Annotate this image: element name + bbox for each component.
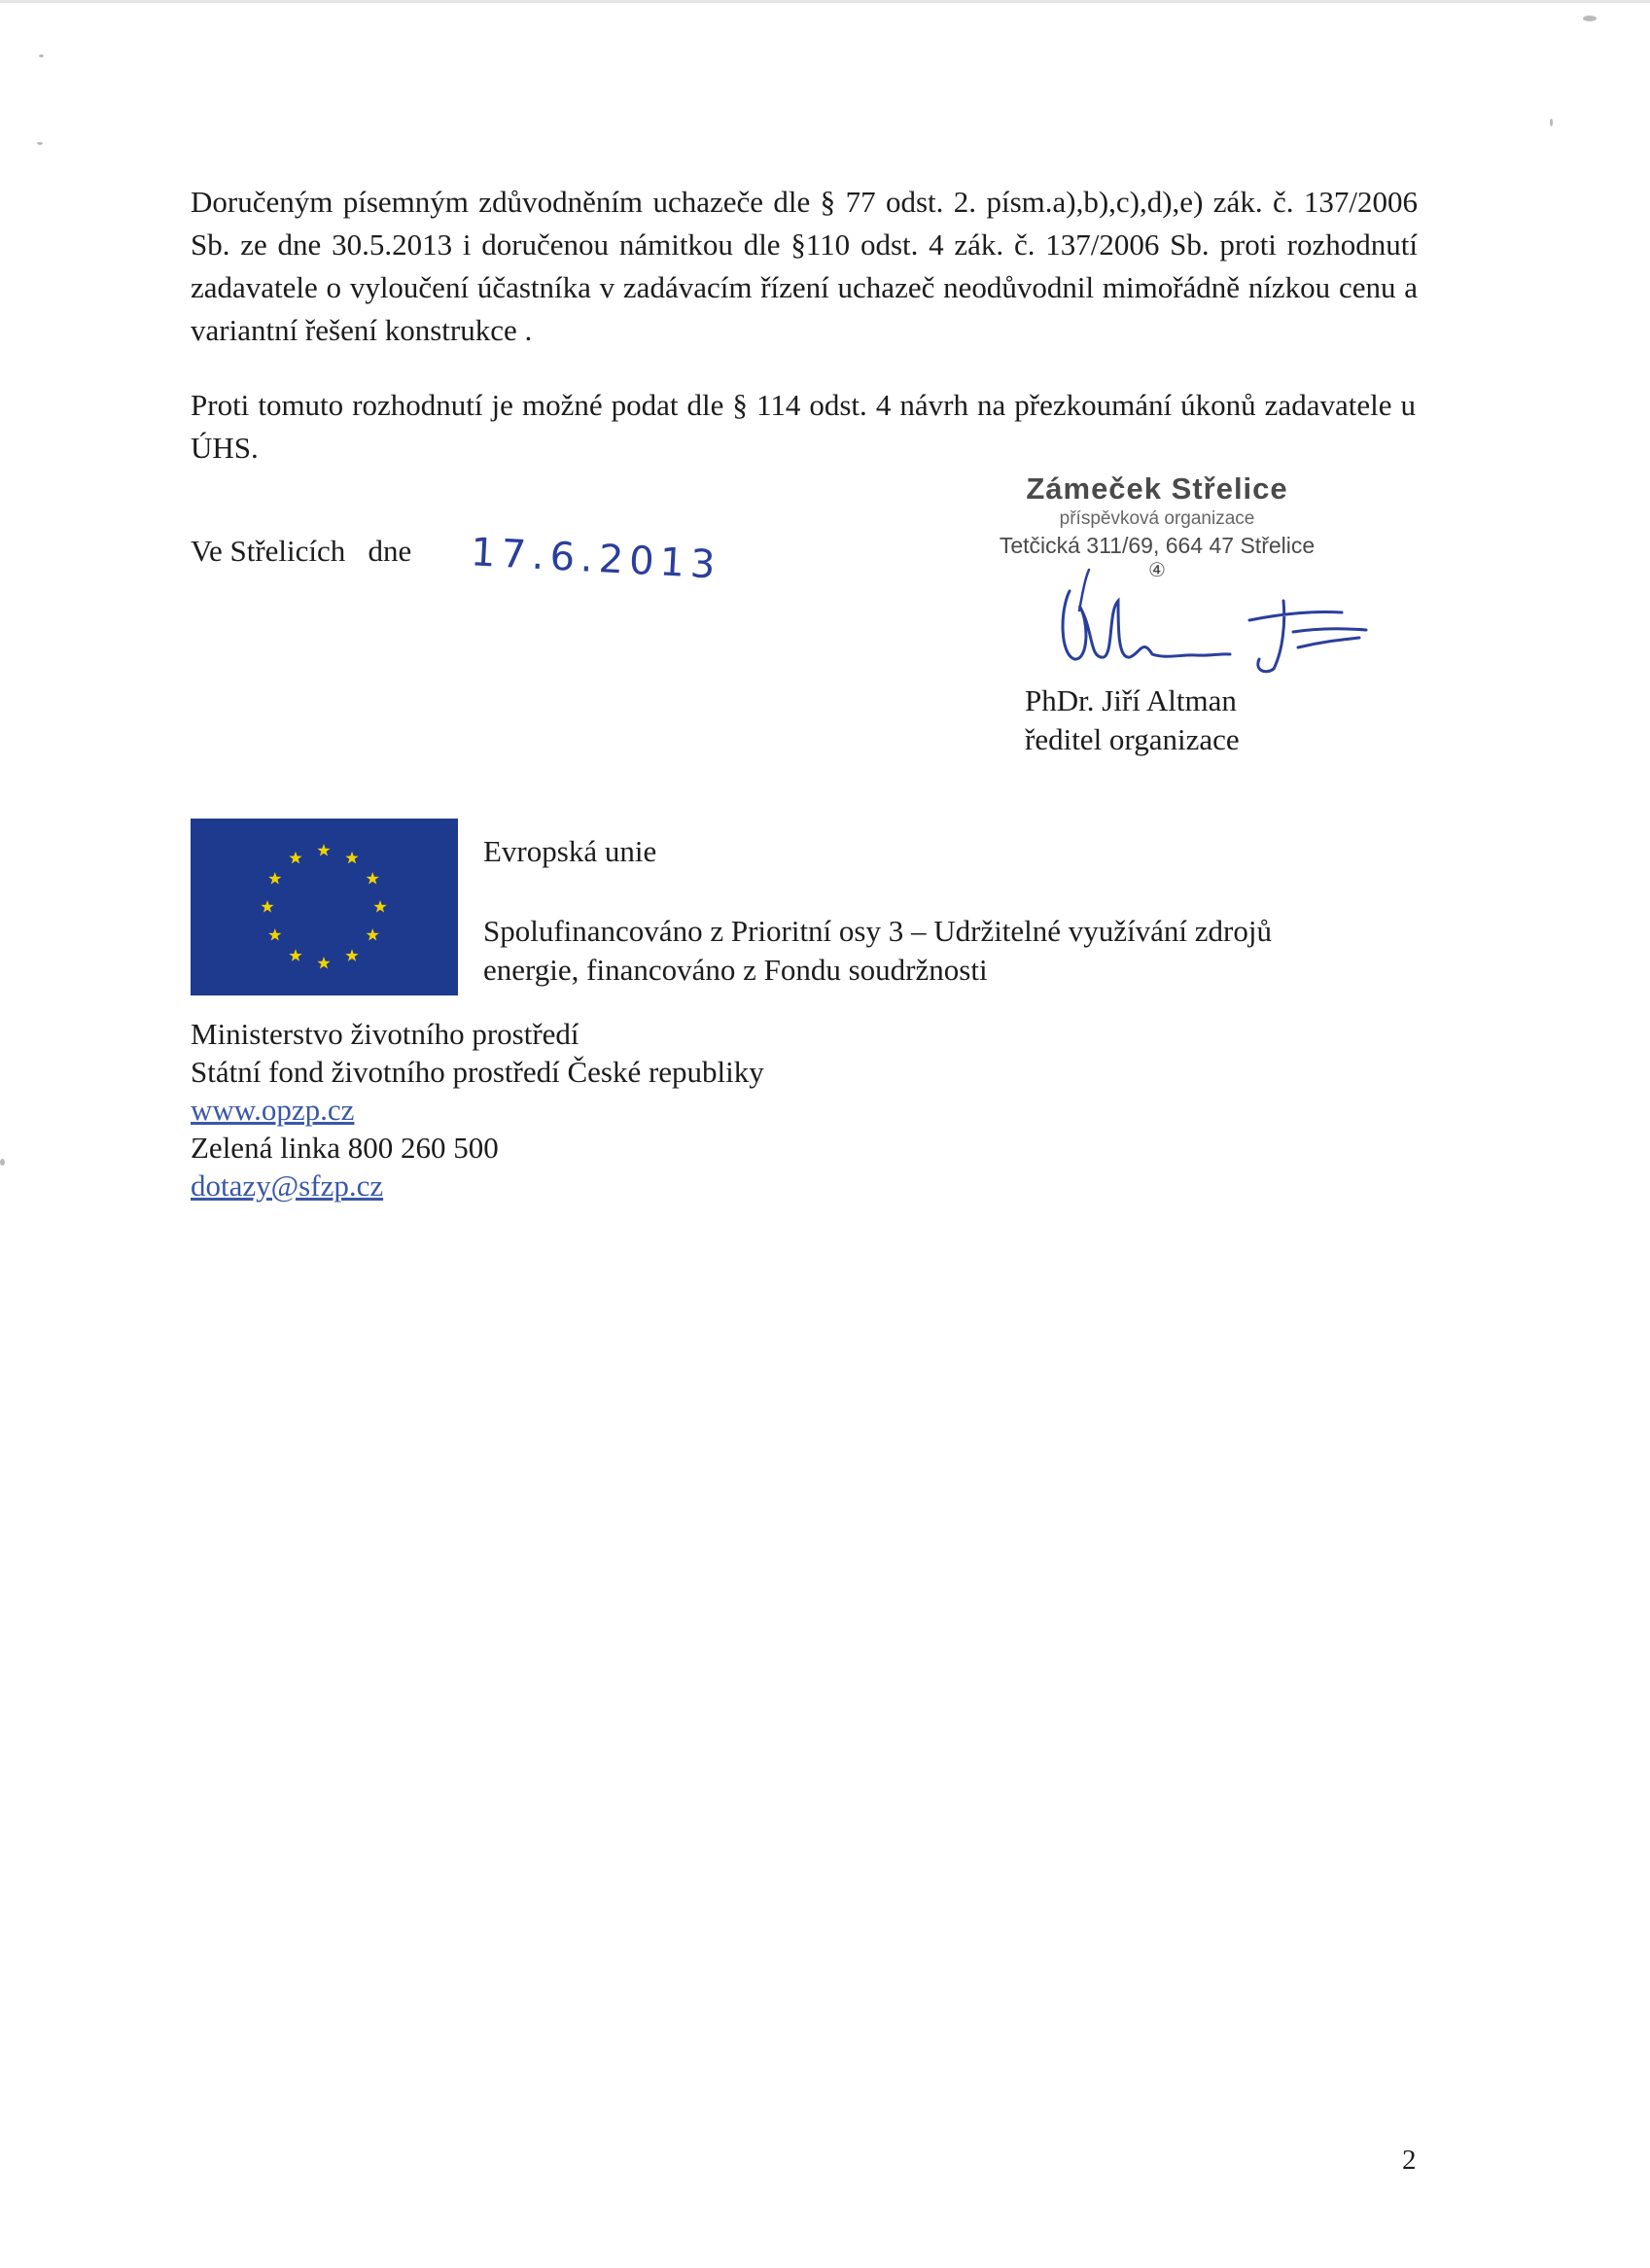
hotline-text: Zelená linka 800 260 500 bbox=[191, 1131, 499, 1165]
page-number: 2 bbox=[1402, 2145, 1417, 2176]
scan-speck bbox=[0, 1159, 5, 1166]
eu-heading: Evropská unie bbox=[483, 834, 657, 868]
ministry-name: Ministerstvo životního prostředí bbox=[191, 1017, 579, 1051]
scan-speck bbox=[1583, 16, 1597, 21]
signer-block bbox=[1025, 681, 1240, 759]
scan-speck bbox=[39, 54, 44, 57]
eu-line-2: energie, financováno z Fondu soudržnosti bbox=[483, 953, 988, 987]
scan-speck bbox=[1550, 119, 1553, 126]
eu-flag-logo bbox=[191, 819, 458, 995]
signature bbox=[1050, 562, 1381, 679]
fund-name: Státní fond životního prostředí České republiky bbox=[191, 1055, 764, 1089]
handwritten-date: 17.6.2013 bbox=[469, 530, 722, 588]
stamp-number: ④ bbox=[1148, 560, 1166, 581]
scan-edge bbox=[0, 0, 1650, 3]
appeal-paragraph: Proti tomuto rozhodnutí je možné podat dle § 114 odst. 4 návrh na přezkoumání úkonů zadavatele u ÚHS. bbox=[191, 388, 1416, 465]
stamp-type: příspěvková organizace bbox=[1059, 508, 1255, 529]
website-link[interactable]: www.opzp.cz bbox=[191, 1093, 355, 1127]
stamp-name: Zámeček Střelice bbox=[1026, 471, 1288, 506]
email-link[interactable]: dotazy@sfzp.cz bbox=[191, 1169, 384, 1203]
place-date-label: Ve Střelicích dne bbox=[191, 534, 412, 568]
signer-title: ředitel organizace bbox=[1025, 722, 1240, 756]
eu-line-1: Spolufinancováno z Prioritní osy 3 – Udržitelné využívání zdrojů bbox=[483, 914, 1272, 948]
signer-name: PhDr. Jiří Altman bbox=[1025, 683, 1237, 717]
justification-paragraph: Doručeným písemným zdůvodněním uchazeče dle § 77 odst. 2. písm.a),b),c),d),e) zák. č. 137/2006 Sb. ze dne 30.5.2013 i doručenou námitkou dle §110 odst. 4 zák. č. 137/2006 Sb. proti rozhodnutí zadavatele o vyloučení účastníka v zadávacím řízení uchazeč neodůvodnil mimořádně nízkou cenu a variantní řešení konstrukce . bbox=[191, 185, 1418, 347]
stamp-address: Tetčická 311/69, 664 47 Střelice bbox=[999, 533, 1316, 558]
contact-block bbox=[191, 1015, 764, 1204]
eu-cofinancing-text bbox=[483, 832, 1417, 990]
scan-speck bbox=[37, 142, 43, 145]
